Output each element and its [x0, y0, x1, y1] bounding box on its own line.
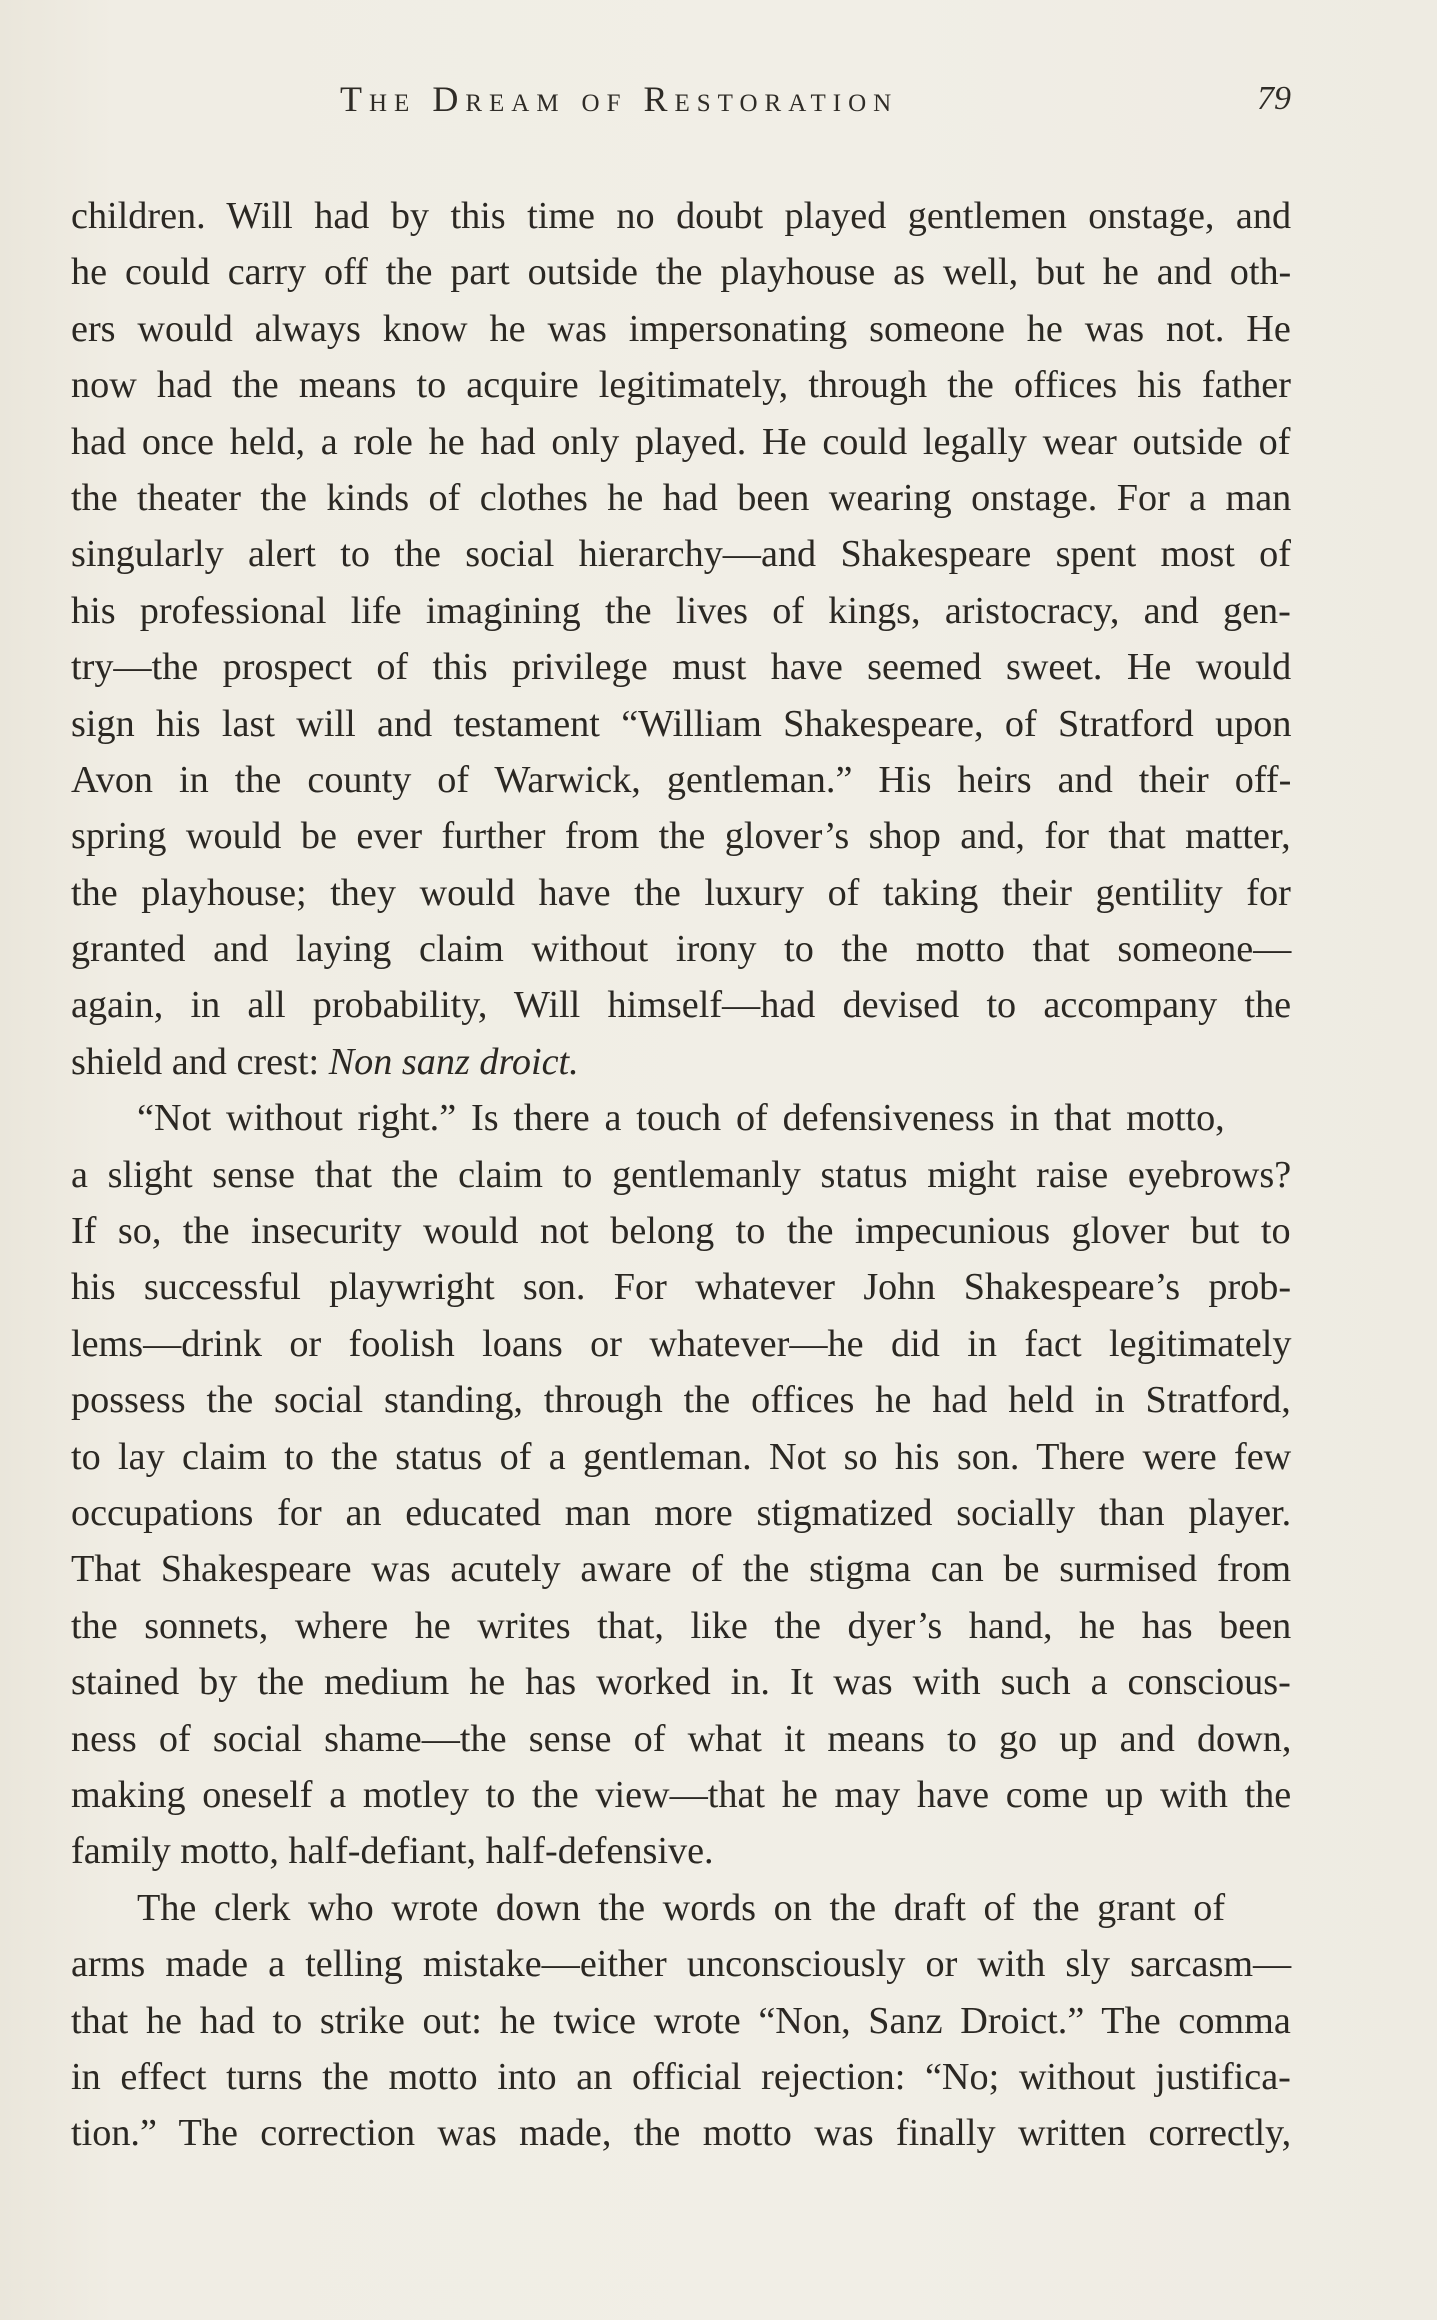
text-line: he could carry off the part outside the playhouse as well, but he and oth- [71, 251, 1292, 294]
text-line: occupations for an educated man more stigmatized socially than player. [71, 1491, 1292, 1534]
text-line: the playhouse; they would have the luxury of taking their gentility for [71, 871, 1291, 914]
text-line: spring would be ever further from the glover’s shop and, for that matter, [71, 815, 1291, 858]
text-line: possess the social standing, through the offices he had held in Stratford, [71, 1379, 1291, 1422]
text-line: that he had to strike out: he twice wrote “Non, Sanz Droict.” The comma [71, 1999, 1291, 2042]
running-head [0, 78, 1437, 128]
text-line: his professional life imagining the lives of kings, aristocracy, and gen- [71, 589, 1291, 632]
text-line: ness of social shame—the sense of what it means to go up and down, [71, 1717, 1292, 1760]
text-line: That Shakespeare was acutely aware of the stigma can be surmised from [71, 1548, 1292, 1591]
text-line: The clerk who wrote down the words on the draft of the grant of [137, 1886, 1226, 1929]
paragraph-2 [71, 1090, 1291, 1879]
paragraph-1 [71, 188, 1291, 1090]
text-line: a slight sense that the claim to gentlemanly status might raise eyebrows? [71, 1153, 1292, 1196]
text-line: family motto, half-defiant, half-defensive. [71, 1830, 714, 1873]
text-line: had once held, a role he had only played. He could legally wear outside of [71, 420, 1291, 463]
text-line: Avon in the county of Warwick, gentleman.” His heirs and their off- [71, 758, 1292, 801]
text-line: “Not without right.” Is there a touch of defensiveness in that motto, [137, 1097, 1225, 1140]
text-line: lems—drink or foolish loans or whatever—he did in fact legitimately [71, 1322, 1292, 1365]
text-line: the theater the kinds of clothes he had been wearing onstage. For a man [71, 476, 1292, 519]
text-line: his successful playwright son. For whatever John Shakespeare’s prob- [71, 1266, 1292, 1309]
text-line: making oneself a motley to the view—that he may have come up with the [71, 1773, 1292, 1816]
text-line: granted and laying claim without irony to the motto that someone— [71, 928, 1292, 971]
text-line: If so, the insecurity would not belong to the impecunious glover but to [71, 1210, 1291, 1253]
text-line: in effect turns the motto into an official rejection: “No; without justifica- [71, 2055, 1291, 2098]
text-line: tion.” The correction was made, the motto was finally written correctly, [71, 2112, 1292, 2155]
text-line: try—the prospect of this privilege must have seemed sweet. He would [71, 646, 1292, 689]
text-line: now had the means to acquire legitimately, through the offices his father [71, 364, 1291, 407]
motto-italic: Non sanz droict. [328, 1040, 579, 1083]
text-line [71, 1034, 1291, 1090]
body-text [71, 188, 1291, 2162]
text-line: ers would always know he was impersonating someone he was not. He [71, 307, 1291, 350]
text-line: the sonnets, where he writes that, like the dyer’s hand, he has been [71, 1604, 1292, 1647]
page-number: 79 [1257, 80, 1291, 117]
text-line: to lay claim to the status of a gentleman. Not so his son. There were few [71, 1435, 1292, 1478]
text-line: again, in all probability, Will himself—had devised to accompany the [71, 984, 1292, 1027]
text-span: shield and crest: [71, 1040, 329, 1083]
text-line: sign his last will and testament “William Shakespeare, of Stratford upon [71, 702, 1292, 745]
paragraph-3 [71, 1880, 1291, 2162]
running-title: The Dream of Restoration [340, 79, 899, 119]
text-line: singularly alert to the social hierarchy—and Shakespeare spent most of [71, 533, 1291, 576]
text-line: children. Will had by this time no doubt played gentlemen onstage, and [71, 195, 1292, 237]
text-line: stained by the medium he has worked in. It was with such a conscious- [71, 1661, 1291, 1704]
text-line: arms made a telling mistake—either unconsciously or with sly sarcasm— [71, 1943, 1292, 1986]
